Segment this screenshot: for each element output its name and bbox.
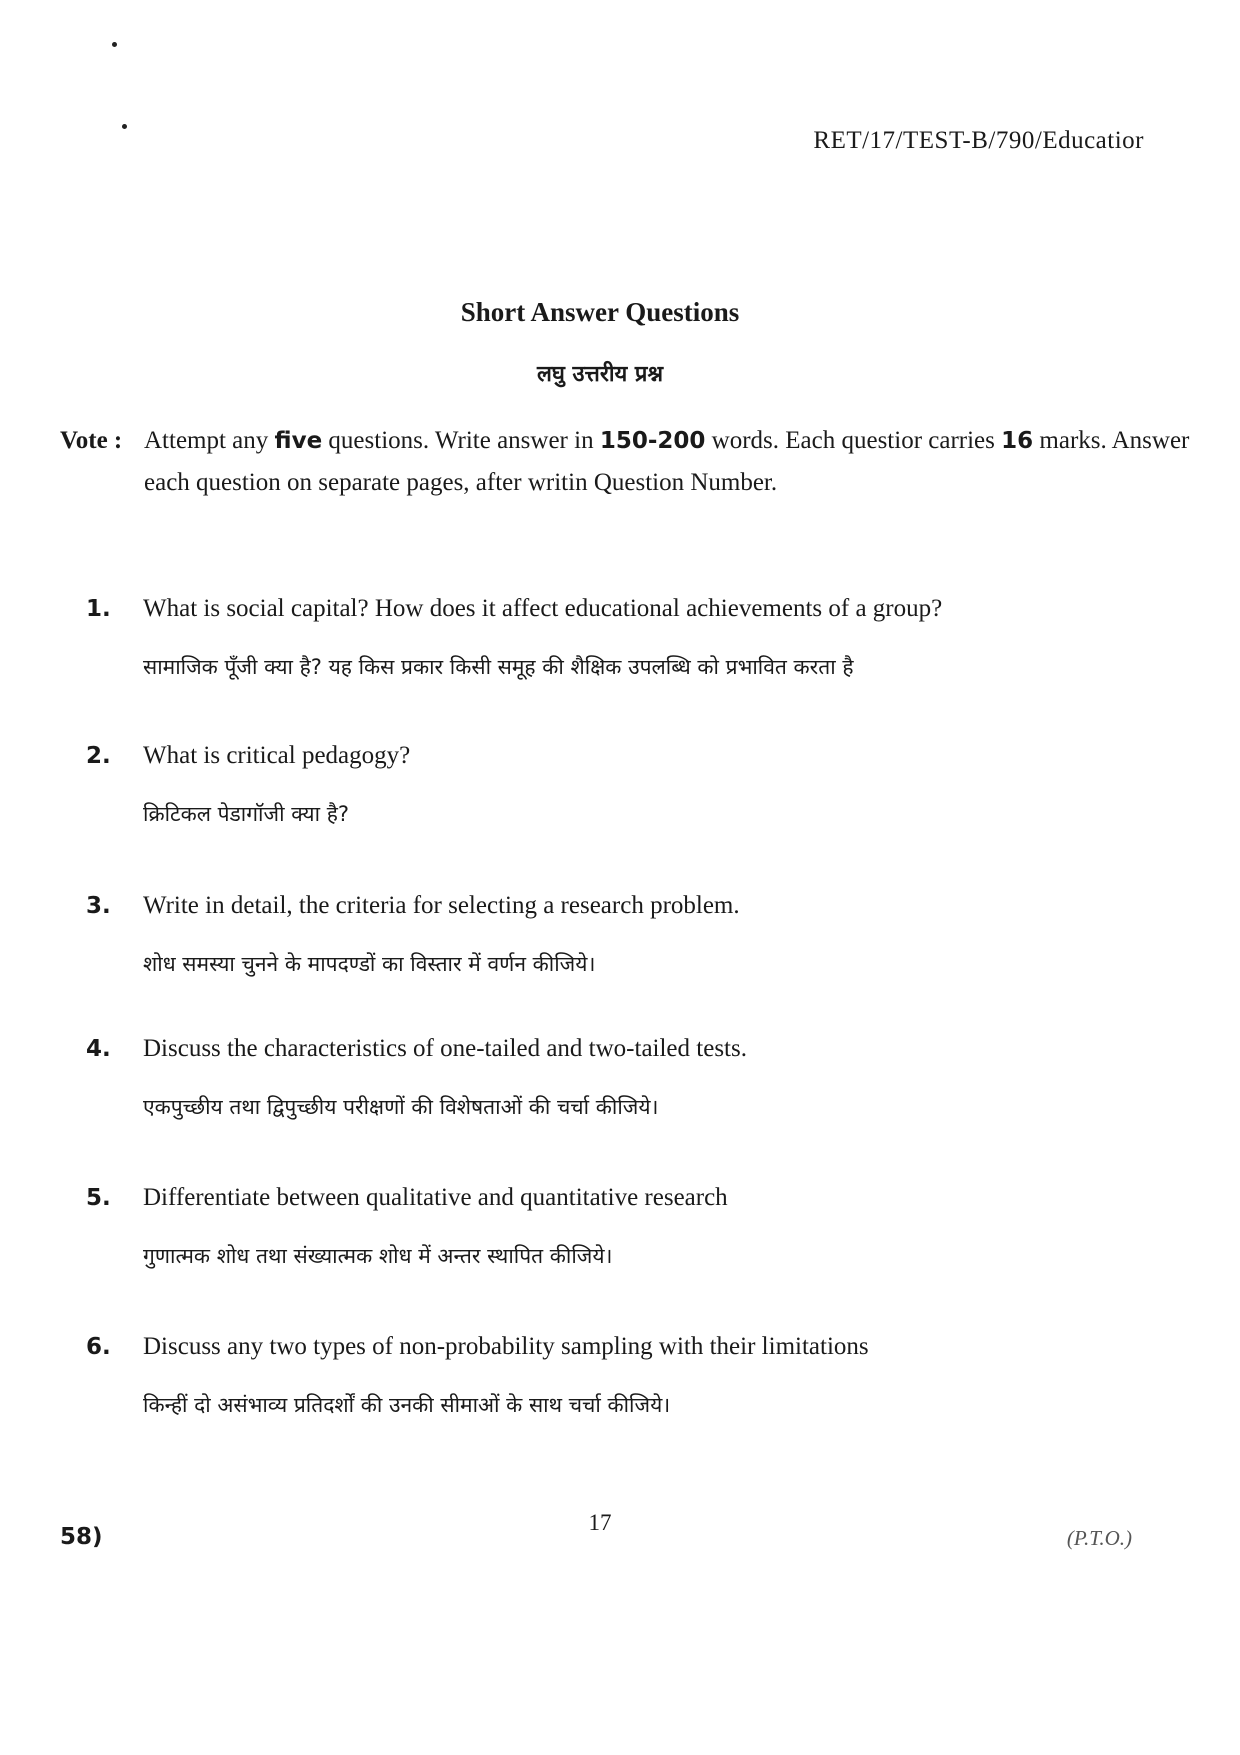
- note-emphasis: 16: [1001, 428, 1034, 454]
- scan-dot: [112, 42, 117, 47]
- question-hindi: किन्हीं दो असंभाव्य प्रतिदर्शों की उनकी सीमाओं के साथ चर्चा कीजिये।: [143, 1393, 671, 1417]
- question-english: Discuss the characteristics of one-tailed and two-tailed tests.: [143, 1035, 747, 1062]
- question-hindi: क्रिटिकल पेडागॉजी क्या है?: [143, 802, 350, 826]
- question-hindi: एकपुच्छीय तथा द्विपुच्छीय परीक्षणों की विशेषताओं की चर्चा कीजिये।: [143, 1095, 659, 1119]
- question-hindi: सामाजिक पूँजी क्या है? यह किस प्रकार किसी समूह की शैक्षिक उपलब्धि को प्रभावित करता है: [143, 655, 854, 679]
- question-number: 4.: [86, 1036, 111, 1062]
- section-title: Short Answer Questions: [460, 297, 740, 327]
- instructions-note: [60, 420, 1190, 504]
- note-emphasis: 150-200: [599, 428, 706, 454]
- question-number: 1.: [86, 596, 111, 622]
- question-english: Write in detail, the criteria for selecting a research problem.: [143, 892, 740, 919]
- question-hindi: शोध समस्या चुनने के मापदण्डों का विस्तार में वर्णन कीजिये।: [143, 952, 596, 976]
- question-number: 5.: [86, 1185, 111, 1211]
- section-title-hindi: लघु उत्तरीय प्रश्न: [536, 362, 664, 387]
- note-emphasis: five: [274, 428, 323, 454]
- scan-dot: [122, 124, 127, 129]
- question-english: Differentiate between qualitative and quantitative research: [143, 1184, 728, 1211]
- question-number: 2.: [86, 743, 111, 769]
- question-number: 6.: [86, 1334, 111, 1360]
- footer-code: 58): [60, 1524, 103, 1550]
- page-number: 17: [588, 1510, 612, 1535]
- note-label: Vote :: [60, 427, 123, 454]
- please-turn-over: (P.T.O.): [1066, 1526, 1132, 1550]
- question-number: 3.: [86, 893, 111, 919]
- note-text: Attempt any five questions. Write answer in 150-200 words. Each questior carries 16 marks. Answer each question on separate pages, after writin Question Number.: [144, 427, 1190, 496]
- question-english: What is critical pedagogy?: [143, 742, 411, 769]
- question-english: What is social capital? How does it affect educational achievements of a group?: [143, 595, 943, 622]
- question-hindi: गुणात्मक शोध तथा संख्यात्मक शोध में अन्तर स्थापित कीजिये।: [143, 1244, 613, 1268]
- paper-reference: RET/17/TEST-B/790/Educatior: [813, 127, 1144, 154]
- question-english: Discuss any two types of non-probability sampling with their limitations: [143, 1333, 869, 1360]
